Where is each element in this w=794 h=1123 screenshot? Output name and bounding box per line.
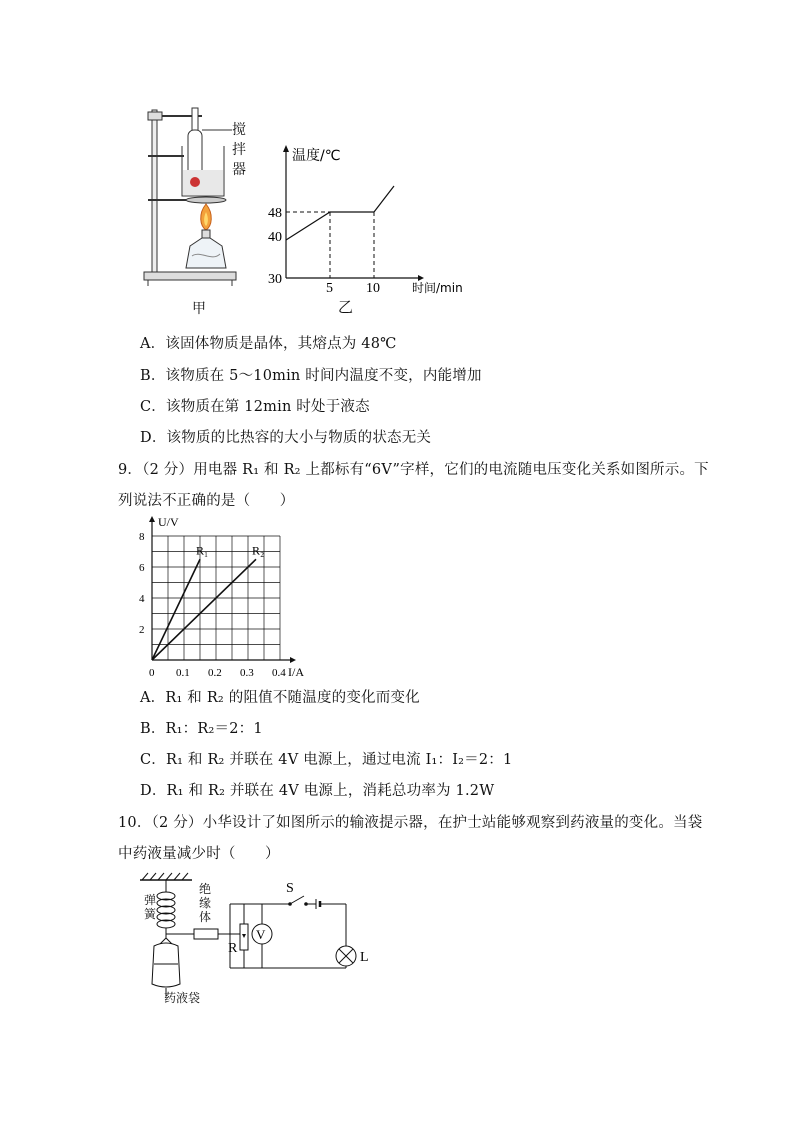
insulator-block [194, 929, 218, 939]
series-line-2 [152, 559, 256, 660]
medicine-bag [152, 943, 180, 987]
q9-option-d: D．R₁ 和 R₂ 并联在 4V 电源上，消耗总功率为 1.2W [140, 783, 495, 799]
q8-option-c: C．该物质在第 12min 时处于液态 [140, 399, 370, 415]
figure-jia-label: 甲 [192, 301, 206, 317]
x-tick-label: 0.1 [176, 667, 190, 679]
graph-x-label: 时间/min [412, 281, 463, 295]
q9-stem-line2: 列说法不正确的是（ ） [118, 493, 295, 509]
switch-label: S [286, 881, 294, 896]
x-tick-label: 0.3 [240, 667, 254, 679]
bag-label: 药液袋 [164, 991, 201, 1005]
q9-option-c: C．R₁ 和 R₂ 并联在 4V 电源上，通过电流 I₁：I₂＝2：1 [140, 752, 513, 768]
q9-chart [134, 510, 334, 682]
x-axis-arrow [290, 657, 296, 663]
temperature-curve [286, 186, 394, 240]
q10-infusion-figure [130, 872, 380, 1006]
x-tick-label: 0.4 [272, 667, 286, 679]
resistor-label: R [228, 941, 238, 956]
spring-coil [157, 892, 175, 928]
y-tick-label: 8 [139, 531, 145, 543]
switch-S [290, 896, 304, 904]
q8-option-a: A．该固体物质是晶体，其熔点为 48℃ [140, 336, 397, 352]
x-tick-label: 0.2 [208, 667, 222, 679]
voltmeter-label: V [256, 927, 266, 942]
stirrer-label: 搅 拌 器 [232, 122, 246, 178]
y-tick-label: 6 [139, 562, 145, 574]
x-tick-10: 10 [366, 281, 380, 296]
x-axis-label: I/A [288, 665, 304, 679]
insulator-label: 绝 缘 体 [199, 882, 212, 924]
q9-option-a: A．R₁ 和 R₂ 的阻值不随温度的变化而变化 [140, 690, 420, 706]
figure-yi-graph [262, 142, 477, 302]
q9-option-b: B．R₁：R₂＝2：1 [140, 721, 263, 737]
y-tick-48: 48 [268, 206, 282, 221]
y-axis-label: U/V [158, 515, 179, 529]
spring-label: 弹 簧 [144, 893, 157, 921]
lamp-label: L [360, 950, 369, 965]
series-label-1: R₁ [196, 543, 209, 558]
y-tick-label: 2 [139, 624, 145, 636]
q10-stem-line1: 10．（2 分）小华设计了如图所示的输液提示器，在护士站能够观察到药液量的变化。当袋 [118, 815, 703, 831]
graph-y-label: 温度/℃ [292, 148, 341, 164]
q8-option-d: D．该物质的比热容的大小与物质的状态无关 [140, 430, 432, 446]
series-line-1 [152, 559, 200, 660]
q9-stem-line1: 9．（2 分）用电器 R₁ 和 R₂ 上都标有“6V”字样，它们的电流随电压变化关系如图所示。下 [118, 462, 709, 478]
y-tick-40: 40 [268, 230, 282, 245]
y-tick-label: 4 [139, 593, 145, 605]
y-tick-30: 30 [268, 272, 282, 287]
x-tick-label: 0 [149, 667, 155, 679]
figure-yi-label: 乙 [338, 298, 354, 316]
q10-stem-line2: 中药液量减少时（ ） [118, 846, 280, 862]
series-label-2: R₂ [252, 543, 265, 558]
q8-option-b: B．该物质在 5～10min 时间内温度不变，内能增加 [140, 368, 482, 384]
y-axis-arrow [149, 516, 155, 522]
x-tick-5: 5 [326, 281, 333, 296]
